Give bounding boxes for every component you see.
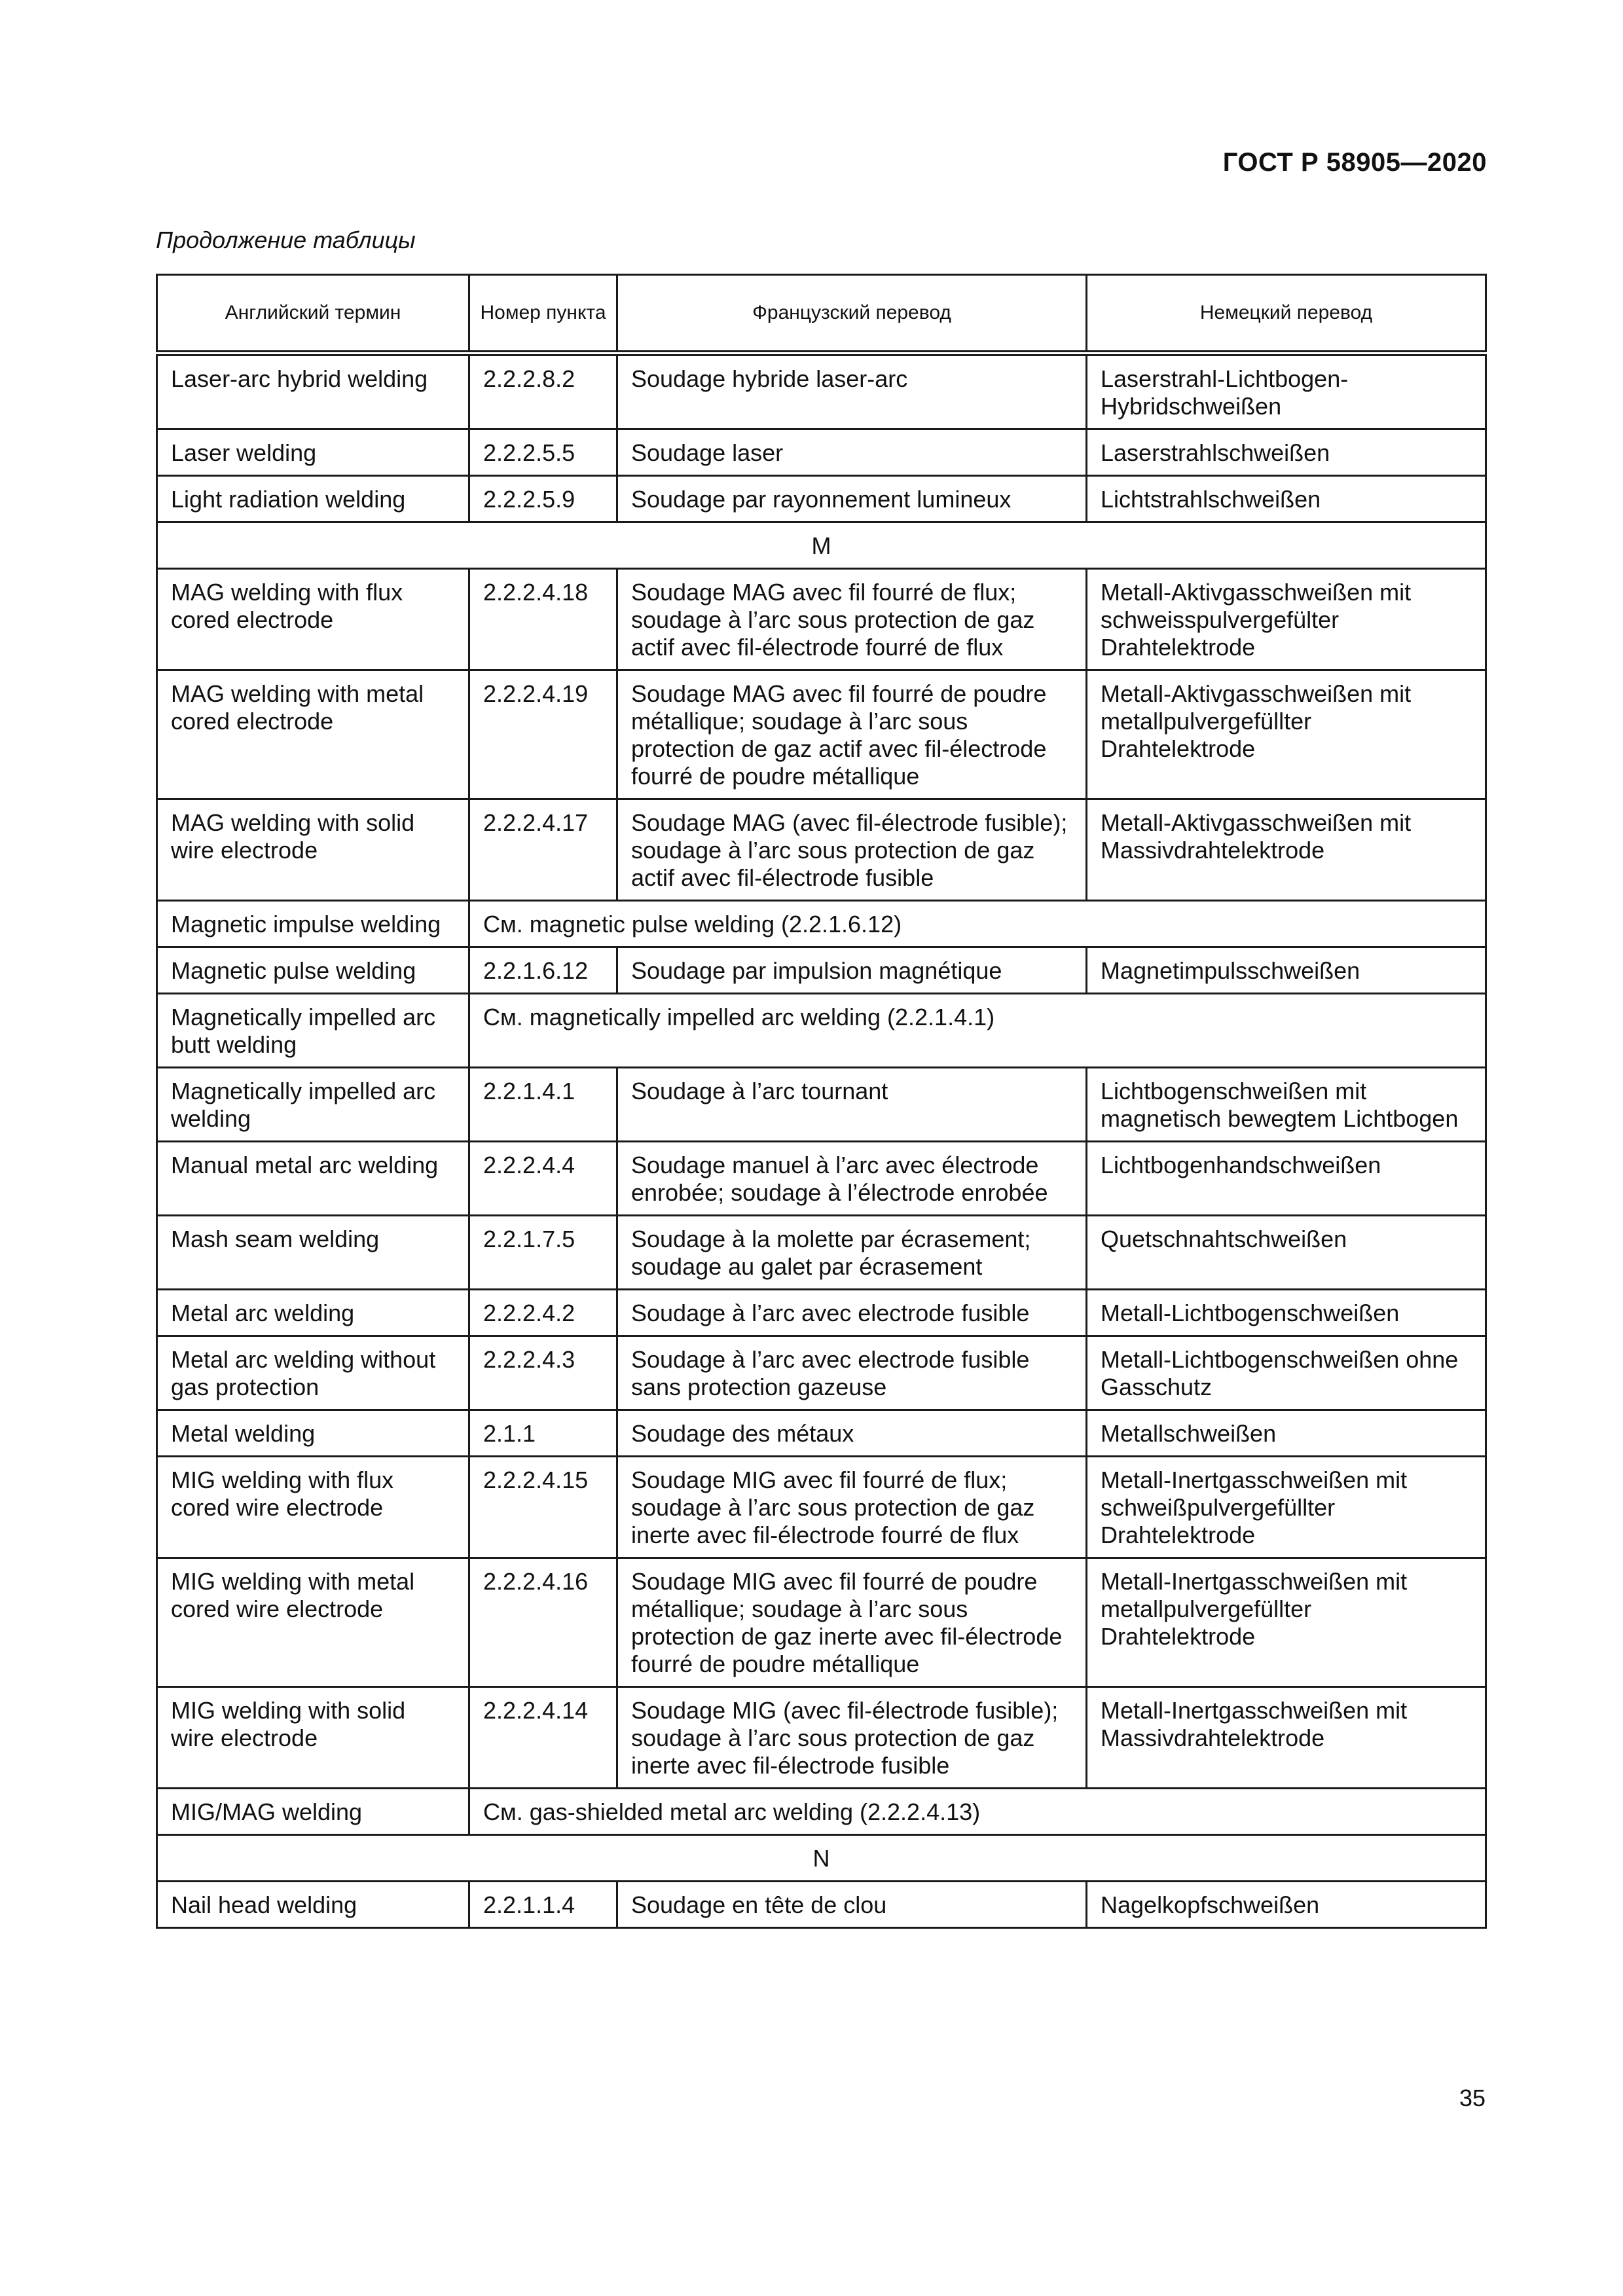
table-row <box>157 799 1486 901</box>
german-translation: Lichtbogenschweißen mit magnetisch bewegtem Lichtbogen <box>1087 1068 1486 1142</box>
table-row <box>157 1410 1486 1457</box>
french-translation: Soudage à la molette par écrasement; soudage au galet par écrasement <box>617 1216 1087 1290</box>
german-translation: Quetschnahtschweißen <box>1087 1216 1486 1290</box>
german-translation: Metall-Inertgasschweißen mit metallpulvergefüllter Drahtelektrode <box>1087 1558 1486 1687</box>
french-translation: Soudage à l’arc avec electrode fusible <box>617 1290 1087 1336</box>
french-translation: Soudage manuel à l’arc avec électrode enrobée; soudage à l’électrode enrobée <box>617 1142 1087 1216</box>
alphabet-section-row <box>157 522 1486 569</box>
table-row <box>157 901 1486 947</box>
english-term: MIG/MAG welding <box>157 1789 469 1835</box>
item-number: 2.2.1.6.12 <box>469 947 617 994</box>
english-term: Light radiation welding <box>157 476 469 522</box>
french-translation: Soudage MAG (avec fil-électrode fusible); soudage à l’arc sous protection de gaz actif avec fil-électrode fusible <box>617 799 1087 901</box>
table-row <box>157 947 1486 994</box>
english-term: Laser welding <box>157 429 469 476</box>
french-translation: Soudage MIG avec fil fourré de flux; soudage à l’arc sous protection de gaz inerte avec fil-électrode fourré de flux <box>617 1457 1087 1558</box>
french-translation: Soudage MIG (avec fil-électrode fusible); soudage à l’arc sous protection de gaz inerte avec fil-électrode fusible <box>617 1687 1087 1789</box>
section-letter: N <box>157 1835 1486 1882</box>
cross-reference: См. magnetic pulse welding (2.2.1.6.12) <box>469 901 1486 947</box>
table-row <box>157 670 1486 799</box>
table-row <box>157 1290 1486 1336</box>
table-row <box>157 1142 1486 1216</box>
item-number: 2.1.1 <box>469 1410 617 1457</box>
table-row <box>157 569 1486 670</box>
english-term: Magnetically impelled arc butt welding <box>157 994 469 1068</box>
german-translation: Metall-Aktivgasschweißen mit schweisspulvergefülter Drahtelektrode <box>1087 569 1486 670</box>
table-row <box>157 354 1486 429</box>
cross-reference: См. gas-shielded metal arc welding (2.2.2.4.13) <box>469 1789 1486 1835</box>
page-number: 35 <box>1459 2085 1486 2111</box>
column-header-german-translation: Немецкий перевод <box>1087 275 1486 354</box>
german-translation: Laserstrahl-Lichtbogen-Hybridschweißen <box>1087 354 1486 429</box>
table-row <box>157 1687 1486 1789</box>
table-row <box>157 1882 1486 1928</box>
table-body <box>157 354 1486 1928</box>
item-number: 2.2.2.4.16 <box>469 1558 617 1687</box>
german-translation: Laserstrahlschweißen <box>1087 429 1486 476</box>
english-term: MAG welding with solid wire electrode <box>157 799 469 901</box>
column-header-french-translation: Французский перевод <box>617 275 1087 354</box>
german-translation: Metallschweißen <box>1087 1410 1486 1457</box>
german-translation: Lichtstrahlschweißen <box>1087 476 1486 522</box>
english-term: Magnetic impulse welding <box>157 901 469 947</box>
table-row <box>157 994 1486 1068</box>
english-term: Nail head welding <box>157 1882 469 1928</box>
item-number: 2.2.2.4.15 <box>469 1457 617 1558</box>
column-header-item-number: Номер пункта <box>469 275 617 354</box>
german-translation: Metall-Lichtbogenschweißen <box>1087 1290 1486 1336</box>
table-row <box>157 1789 1486 1835</box>
item-number: 2.2.2.5.5 <box>469 429 617 476</box>
table-row <box>157 476 1486 522</box>
german-translation: Metall-Inertgasschweißen mit schweißpulvergefüllter Drahtelektrode <box>1087 1457 1486 1558</box>
item-number: 2.2.1.1.4 <box>469 1882 617 1928</box>
french-translation: Soudage par impulsion magnétique <box>617 947 1087 994</box>
english-term: Metal arc welding without gas protection <box>157 1336 469 1410</box>
german-translation: Metall-Aktivgasschweißen mit metallpulvergefüllter Drahtelektrode <box>1087 670 1486 799</box>
item-number: 2.2.2.4.19 <box>469 670 617 799</box>
french-translation: Soudage MAG avec fil fourré de flux; soudage à l’arc sous protection de gaz actif avec fil-électrode fourré de flux <box>617 569 1087 670</box>
french-translation: Soudage hybride laser-arc <box>617 354 1087 429</box>
french-translation: Soudage à l’arc avec electrode fusible sans protection gazeuse <box>617 1336 1087 1410</box>
english-term: Metal welding <box>157 1410 469 1457</box>
table-row <box>157 1068 1486 1142</box>
english-term: Mash seam welding <box>157 1216 469 1290</box>
item-number: 2.2.2.5.9 <box>469 476 617 522</box>
table-row <box>157 1216 1486 1290</box>
item-number: 2.2.2.4.4 <box>469 1142 617 1216</box>
german-translation: Nagelkopfschweißen <box>1087 1882 1486 1928</box>
english-term: MIG welding with metal cored wire electrode <box>157 1558 469 1687</box>
alphabet-section-row <box>157 1835 1486 1882</box>
document-code: ГОСТ Р 58905—2020 <box>1222 148 1487 177</box>
german-translation: Metall-Aktivgasschweißen mit Massivdrahtelektrode <box>1087 799 1486 901</box>
english-term: MIG welding with solid wire electrode <box>157 1687 469 1789</box>
table-row <box>157 1558 1486 1687</box>
french-translation: Soudage MIG avec fil fourré de poudre métallique; soudage à l’arc sous protection de gaz inerte avec fil-électrode fourré de poudre métallique <box>617 1558 1087 1687</box>
english-term: MIG welding with flux cored wire electrode <box>157 1457 469 1558</box>
french-translation: Soudage par rayonnement lumineux <box>617 476 1087 522</box>
english-term: Metal arc welding <box>157 1290 469 1336</box>
item-number: 2.2.1.4.1 <box>469 1068 617 1142</box>
table-row <box>157 429 1486 476</box>
terms-table <box>156 274 1487 1929</box>
column-header-english-term: Английский термин <box>157 275 469 354</box>
english-term: MAG welding with flux cored electrode <box>157 569 469 670</box>
english-term: Magnetic pulse welding <box>157 947 469 994</box>
item-number: 2.2.2.4.2 <box>469 1290 617 1336</box>
german-translation: Metall-Lichtbogenschweißen ohne Gasschutz <box>1087 1336 1486 1410</box>
english-term: MAG welding with metal cored electrode <box>157 670 469 799</box>
english-term: Laser-arc hybrid welding <box>157 354 469 429</box>
table-row <box>157 1457 1486 1558</box>
item-number: 2.2.2.4.18 <box>469 569 617 670</box>
french-translation: Soudage laser <box>617 429 1087 476</box>
english-term: Magnetically impelled arc welding <box>157 1068 469 1142</box>
item-number: 2.2.2.8.2 <box>469 354 617 429</box>
german-translation: Metall-Inertgasschweißen mit Massivdrahtelektrode <box>1087 1687 1486 1789</box>
table-row <box>157 1336 1486 1410</box>
item-number: 2.2.2.4.3 <box>469 1336 617 1410</box>
item-number: 2.2.1.7.5 <box>469 1216 617 1290</box>
german-translation: Magnetimpulsschweißen <box>1087 947 1486 994</box>
table-header-row <box>157 275 1486 354</box>
table-continuation-label: Продолжение таблицы <box>156 227 416 253</box>
cross-reference: См. magnetically impelled arc welding (2.2.1.4.1) <box>469 994 1486 1068</box>
table-header <box>157 275 1486 354</box>
french-translation: Soudage à l’arc tournant <box>617 1068 1087 1142</box>
english-term: Manual metal arc welding <box>157 1142 469 1216</box>
french-translation: Soudage en tête de clou <box>617 1882 1087 1928</box>
item-number: 2.2.2.4.14 <box>469 1687 617 1789</box>
german-translation: Lichtbogenhandschweißen <box>1087 1142 1486 1216</box>
item-number: 2.2.2.4.17 <box>469 799 617 901</box>
section-letter: M <box>157 522 1486 569</box>
french-translation: Soudage des métaux <box>617 1410 1087 1457</box>
french-translation: Soudage MAG avec fil fourré de poudre métallique; soudage à l’arc sous protection de gaz actif avec fil-électrode fourré de poudre métallique <box>617 670 1087 799</box>
